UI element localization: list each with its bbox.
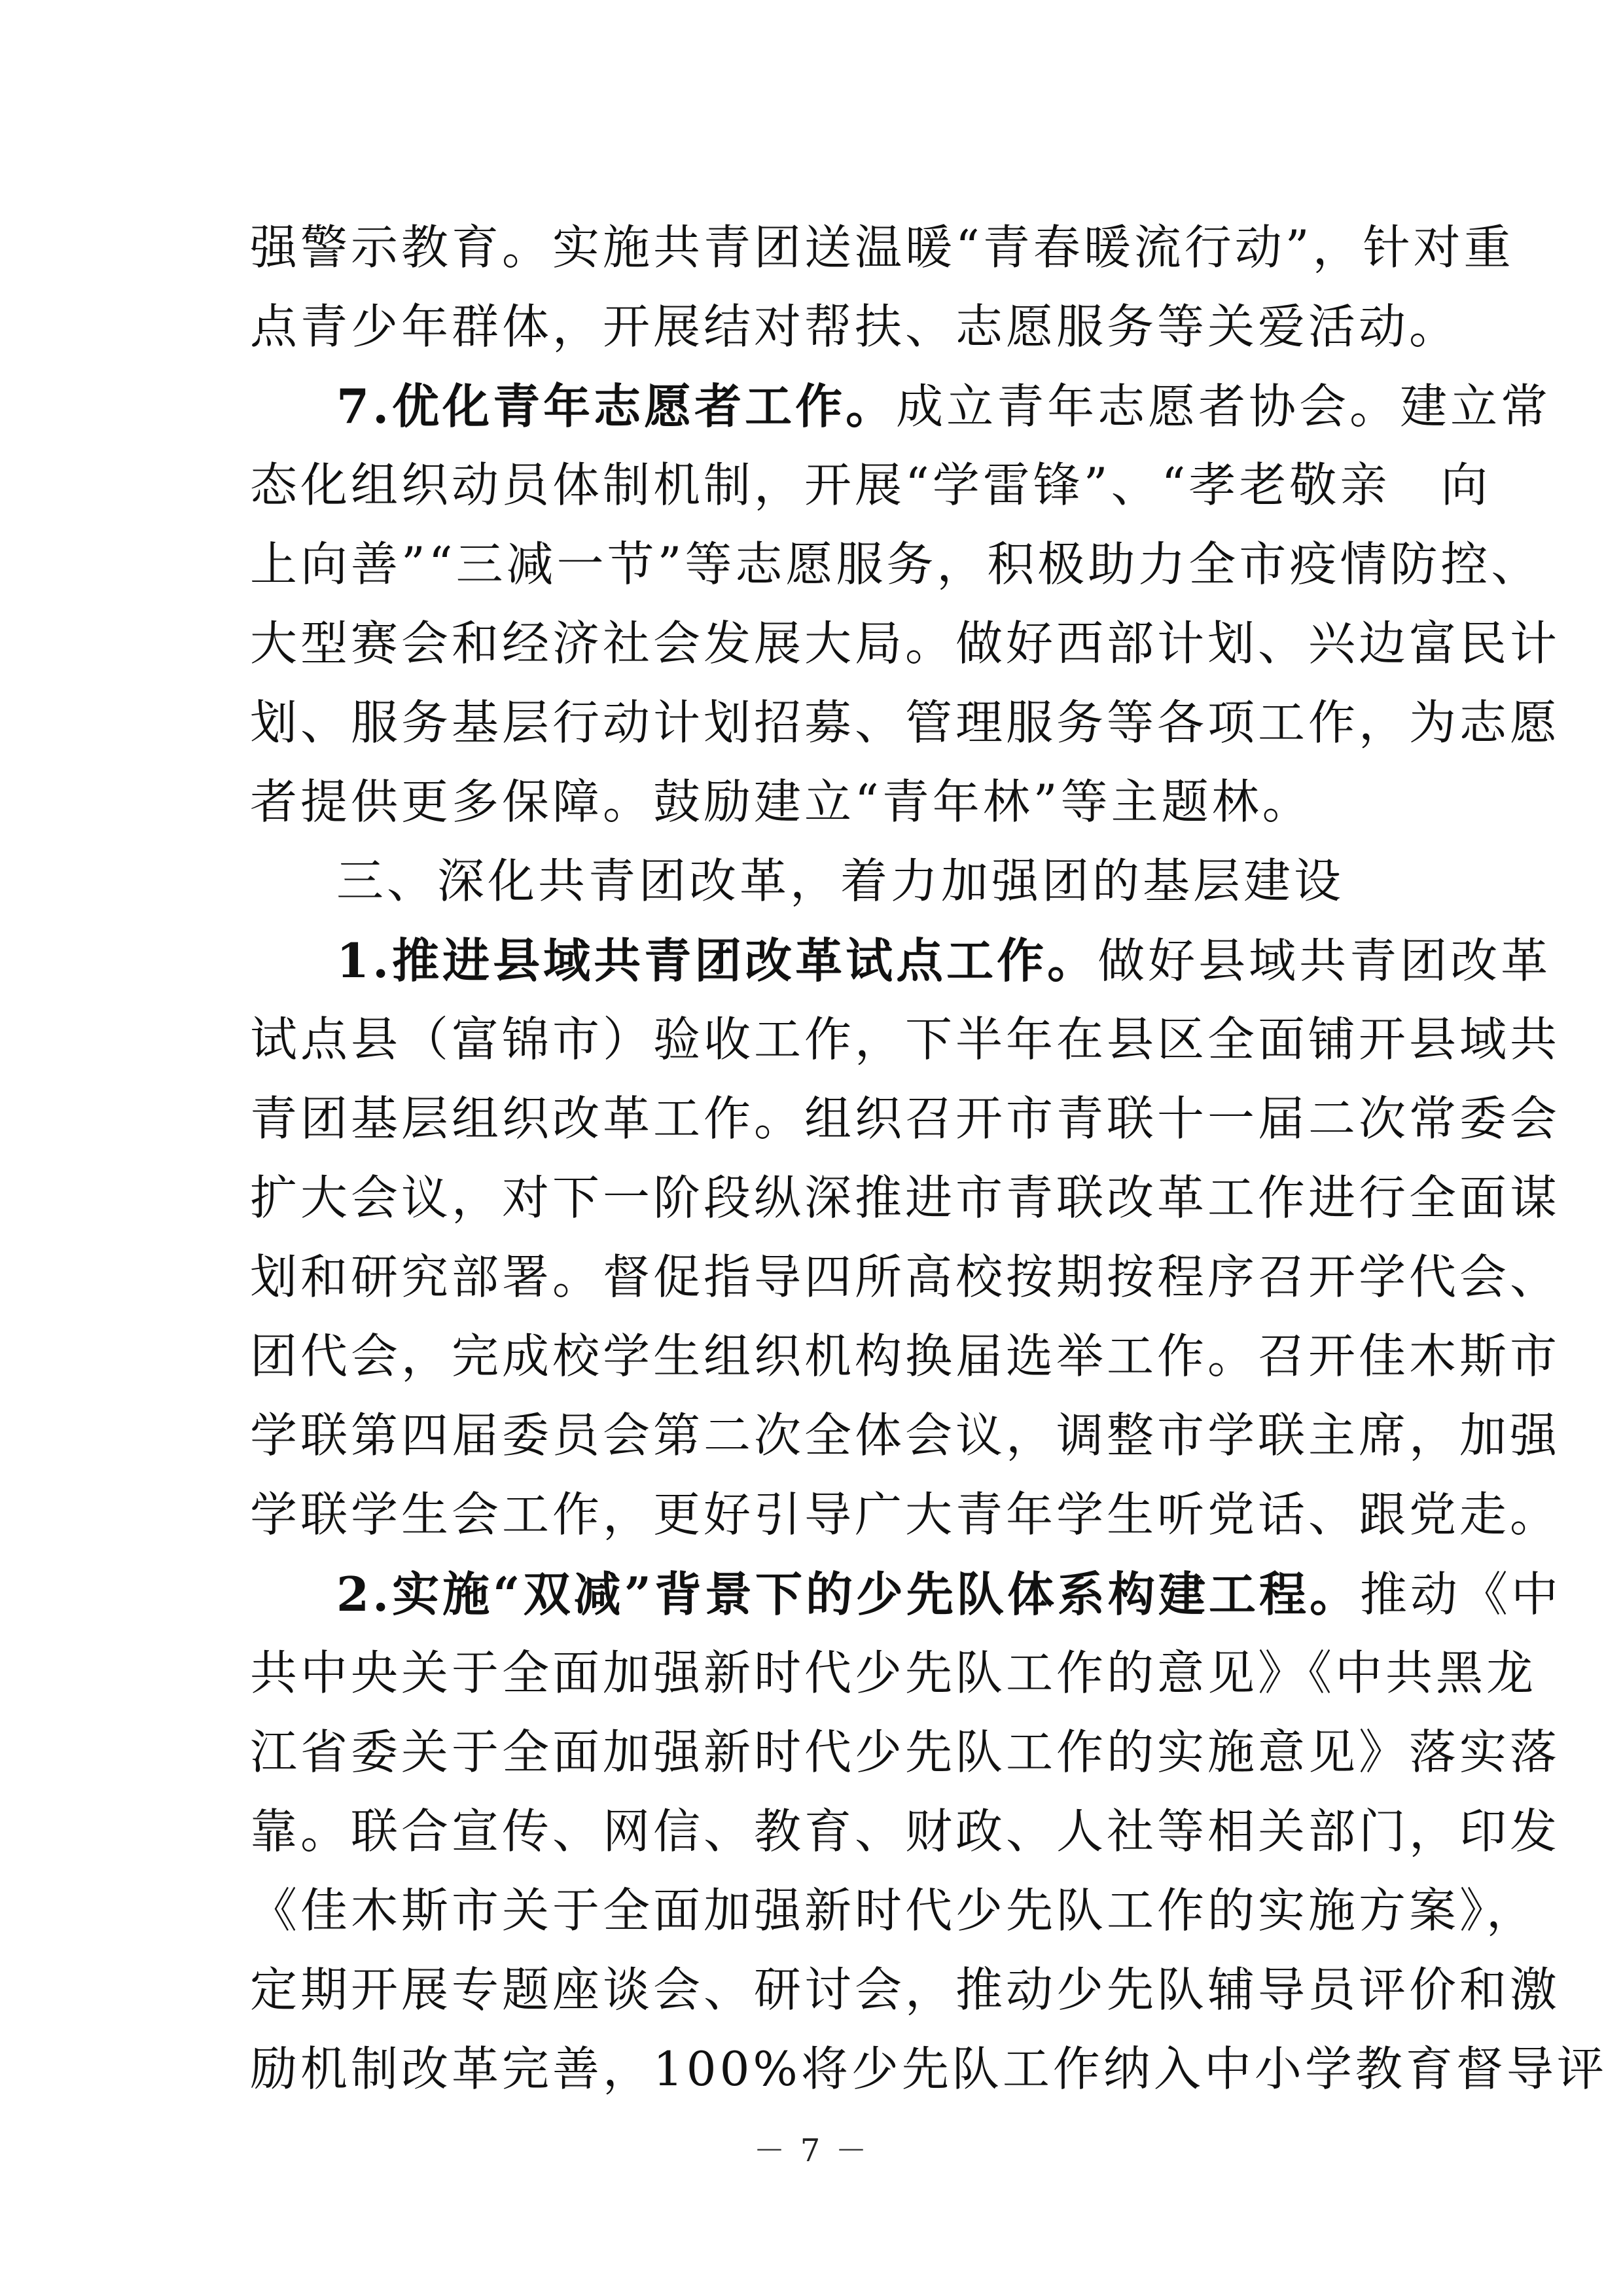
text-line: 团代会，完成校学生组织机构换届选举工作。召开佳木斯市 — [250, 1329, 1561, 1384]
text-line: 试点县（富锦市）验收工作，下半年在县区全面铺开县域共 — [250, 1012, 1561, 1067]
text-line: 江省委关于全面加强新时代少先队工作的实施意见》落实落 — [250, 1725, 1561, 1780]
text-line: 者提供更多保障。鼓励建立“青年林”等主题林。 — [250, 774, 1313, 829]
text-line: 划和研究部署。督促指导四所高校按期按程序召开学代会、 — [250, 1249, 1561, 1304]
text-line: 大型赛会和经济社会发展大局。做好西部计划、兴边富民计 — [250, 616, 1561, 671]
item-1-title: 1.推进县域共青团改革试点工作。 — [336, 933, 1098, 988]
text-line: 学联学生会工作，更好引导广大青年学生听党话、跟党走。 — [250, 1487, 1561, 1542]
section-3-heading: 三、深化共青团改革，着力加强团的基层建设 — [336, 853, 1345, 908]
item-2-heading-line: 2.实施“双减”背景下的少先队体系构建工程。推动《中 — [336, 1566, 1562, 1622]
text-line: 学联第四届委员会第二次全体会议，调整市学联主席，加强 — [250, 1408, 1561, 1463]
text-line: 青团基层组织改革工作。组织召开市青联十一届二次常委会 — [250, 1091, 1561, 1146]
text-line: 态化组织动员体制机制，开展“学雷锋”、“孝老敬亲 向 — [250, 457, 1491, 512]
item-2-title: 2.实施“双减”背景下的少先队体系构建工程。 — [336, 1566, 1360, 1622]
text-line: 强警示教育。实施共青团送温暖“青春暖流行动”，针对重 — [250, 220, 1514, 275]
item-1-heading-line: 1.推进县域共青团改革试点工作。做好县域共青团改革 — [336, 933, 1552, 988]
text-line: 划、服务基层行动计划招募、管理服务等各项工作，为志愿 — [250, 695, 1561, 750]
text-line: 扩大会议，对下一阶段纵深推进市青联改革工作进行全面谋 — [250, 1170, 1561, 1225]
text-line: 《佳木斯市关于全面加强新时代少先队工作的实施方案》， — [250, 1883, 1537, 1938]
text-line: 定期开展专题座谈会、研讨会，推动少先队辅导员评价和激 — [250, 1962, 1561, 2017]
text-line: 励机制改革完善，100%将少先队工作纳入中小学教育督导评 — [250, 2041, 1607, 2096]
document-body — [250, 208, 1607, 2109]
text-line: 靠。联合宣传、网信、教育、财政、人社等相关部门，印发 — [250, 1804, 1561, 1859]
item-7-title: 7.优化青年志愿者工作。 — [336, 378, 897, 434]
text-line: 共中央关于全面加强新时代少先队工作的意见》《中共黑龙 — [250, 1645, 1537, 1700]
text-line: 上向善”“三减一节”等志愿服务，积极助力全市疫情防控、 — [250, 537, 1542, 592]
text-line: 点青少年群体，开展结对帮扶、志愿服务等关爱活动。 — [250, 299, 1460, 354]
item-7-heading-line: 7.优化青年志愿者工作。成立青年志愿者协会。建立常 — [336, 378, 1552, 434]
page-number: － 7 － — [753, 2132, 870, 2169]
